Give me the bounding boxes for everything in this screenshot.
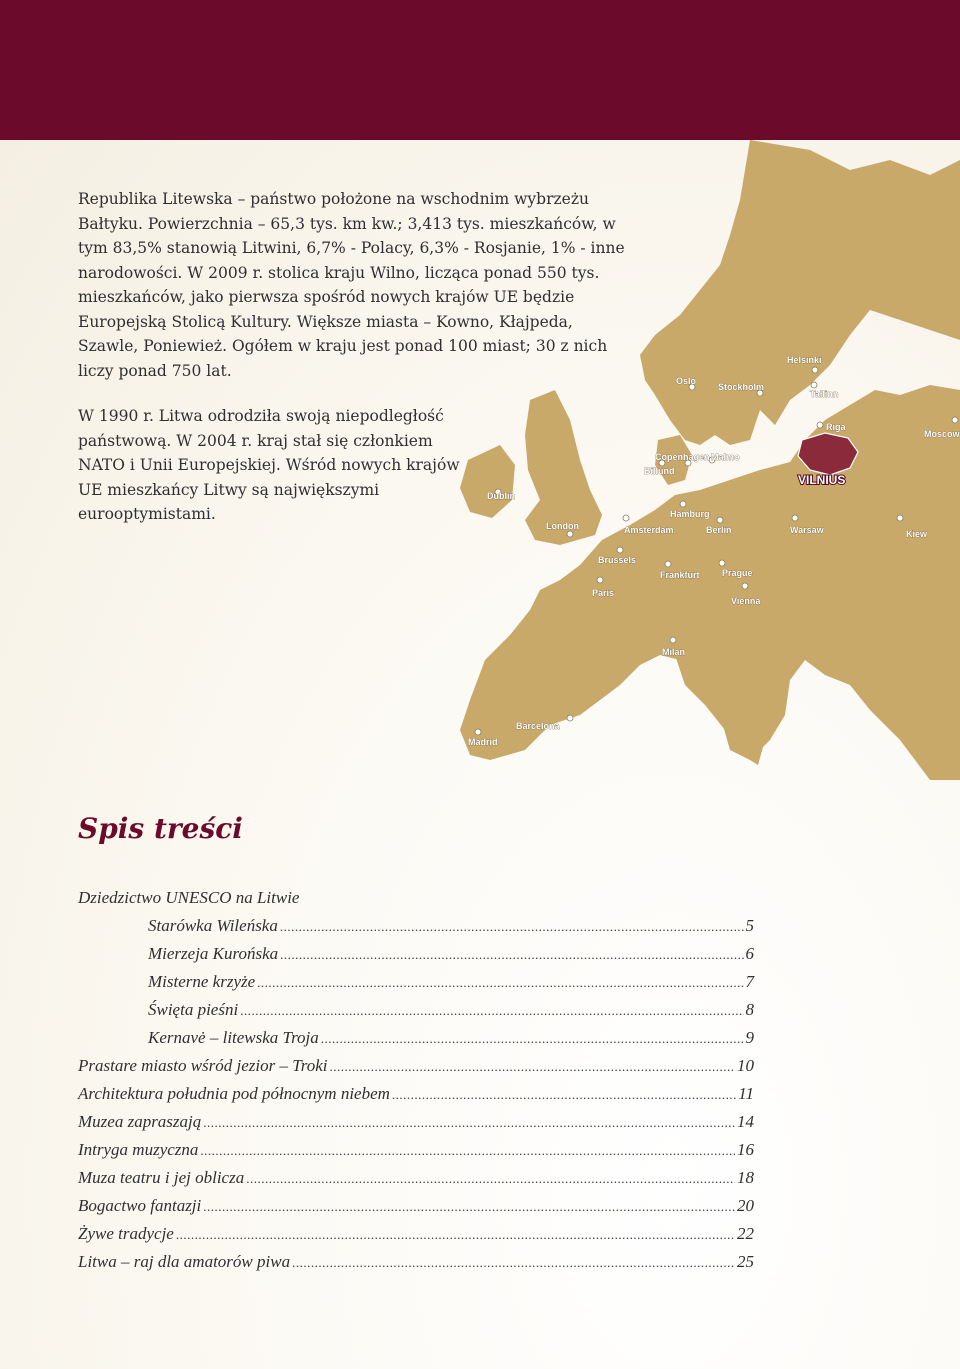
toc-entry-label: Bogactwo fantazji — [78, 1196, 202, 1215]
toc-entry[interactable] — [78, 1164, 754, 1192]
toc-entry-label: Święta pieśni — [148, 1000, 239, 1019]
toc-entry[interactable] — [78, 1136, 754, 1164]
intro-paragraph-2: W 1990 r. Litwa odrodziła swoją niepodległość państwową. W 2004 r. kraj stał się członkiem NATO i Unii Europejskiej. Wśród nowych krajów UE mieszkańcy Litwy są największymi eurooptymistami. — [78, 407, 460, 523]
toc-entry[interactable] — [78, 912, 754, 940]
berlin-label: Berlin — [706, 525, 732, 535]
hamburg-label: Hamburg — [670, 509, 710, 519]
tallinn-dot — [811, 382, 817, 388]
paris-dot — [597, 577, 603, 583]
toc-section-unesco — [78, 884, 754, 912]
madrid-label: Madrid — [468, 737, 498, 747]
prague-label: Prague — [722, 568, 753, 578]
toc-leader-dots — [176, 1221, 735, 1249]
toc-entry-page: 18 — [737, 1168, 754, 1187]
toc-entry-label: Starówka Wileńska — [148, 916, 278, 935]
toc-entry-page: 7 — [745, 972, 754, 991]
toc-section-label: Dziedzictwo UNESCO na Litwie — [78, 888, 300, 907]
toc-entry-label: Żywe tradycje — [78, 1224, 174, 1243]
riga-dot — [817, 422, 823, 428]
riga-label: Riga — [826, 422, 846, 432]
amsterdam-label: Amsterdam — [624, 525, 674, 535]
moscow-dot — [952, 417, 958, 423]
toc-leader-dots — [292, 1249, 735, 1277]
frankfurt-label: Frankfurt — [660, 570, 700, 580]
milan-dot — [670, 637, 676, 643]
table-of-contents — [78, 884, 754, 1276]
brussels-label: Brussels — [598, 555, 637, 565]
toc-leader-dots — [257, 969, 743, 997]
toc-entry-page: 8 — [745, 1000, 754, 1019]
toc-entry[interactable] — [78, 1024, 754, 1052]
toc-entry-label: Misterne krzyże — [148, 972, 256, 991]
kiev-dot — [897, 515, 903, 521]
prague-dot — [719, 560, 725, 566]
toc-entry[interactable] — [78, 1220, 754, 1248]
stockholm-label: Stockholm — [718, 382, 765, 392]
toc-entry[interactable] — [78, 1080, 754, 1108]
kiev-label: Kiew — [906, 529, 928, 539]
hamburg-dot — [680, 501, 686, 507]
toc-entry-page: 6 — [745, 944, 754, 963]
malmo-label: Malmo — [711, 452, 740, 462]
toc-title: Spis treści — [78, 812, 243, 845]
toc-entry-label: Mierzeja Kurońska — [148, 944, 279, 963]
toc-entry-label: Muza teatru i jej oblicza — [78, 1168, 245, 1187]
frankfurt-dot — [665, 561, 671, 567]
dublin-label: Dublin — [487, 491, 515, 501]
warsaw-label: Warsaw — [790, 525, 824, 535]
brussels-dot — [617, 547, 623, 553]
toc-entry[interactable] — [78, 1108, 754, 1136]
vienna-dot — [742, 583, 748, 589]
toc-entry-label: Muzea zapraszają — [78, 1112, 202, 1131]
toc-entry[interactable] — [78, 1248, 754, 1276]
toc-entry-label: Prastare miasto wśród jezior – Troki — [78, 1056, 328, 1075]
intro-paragraph-1: Republika Litewska – państwo położone na wschodnim wybrzeżu Bałtyku. Powierzchnia – 65,3 tys. km kw.; 3,413 tys. mieszkańców, w tym 83,5% stanowią Litwini, 6,7% - Polacy, 6,3% - Rosjanie, 1% - inne narodowości. W 2009 r. stolica kraju Wilno, licząca ponad 550 tys. mieszkańców, jako pierwsza spośród nowych krajów UE będzie Europejską Stolicą Kultury. Większe miasta – Kowno, Kłajpeda, Szawle, Poniewież. Ogółem w kraju jest ponad 100 miast; 30 z nich liczy ponad 750 lat. — [78, 190, 625, 380]
toc-entry-label: Architektura południa pod północnym niebem — [78, 1084, 390, 1103]
warsaw-dot — [792, 515, 798, 521]
toc-entry[interactable] — [78, 1052, 754, 1080]
toc-entry-label: Intryga muzyczna — [78, 1140, 199, 1159]
header-band — [0, 0, 960, 140]
intro-text — [78, 187, 638, 527]
madrid-dot — [475, 729, 481, 735]
toc-leader-dots — [200, 1137, 735, 1165]
london-dot — [567, 531, 573, 537]
capital-label: VILNIUS — [798, 473, 846, 487]
toc-leader-dots — [240, 997, 743, 1025]
toc-leader-dots — [280, 941, 743, 969]
london-label: London — [546, 521, 579, 531]
helsinki-dot — [812, 367, 818, 373]
toc-leader-dots — [280, 913, 744, 941]
oslo-label: Oslo — [676, 376, 697, 386]
toc-entry-page: 14 — [737, 1112, 754, 1131]
milan-label: Milan — [662, 647, 686, 657]
toc-entry-page: 25 — [737, 1252, 754, 1271]
toc-entry-page: 9 — [745, 1028, 754, 1047]
toc-entry-page: 5 — [745, 916, 754, 935]
toc-leader-dots — [203, 1193, 735, 1221]
barcelona-label: Barcelona — [516, 721, 560, 731]
toc-entry-page: 22 — [737, 1224, 754, 1243]
toc-entry-label: Kernavė – litewska Troja — [148, 1028, 319, 1047]
helsinki-label: Helsinki — [787, 355, 822, 365]
tallinn-label: Tallinn — [810, 389, 839, 399]
toc-entry[interactable] — [78, 968, 754, 996]
toc-leader-dots — [330, 1053, 735, 1081]
barcelona-dot — [567, 715, 573, 721]
toc-entry[interactable] — [78, 996, 754, 1024]
toc-entry-page: 20 — [737, 1196, 754, 1215]
toc-entry[interactable] — [78, 940, 754, 968]
berlin-dot — [717, 517, 723, 523]
toc-leader-dots — [392, 1081, 736, 1109]
toc-entry-page: 16 — [737, 1140, 754, 1159]
toc-entry-label: Litwa – raj dla amatorów piwa — [78, 1252, 291, 1271]
toc-entry-page: 11 — [738, 1084, 754, 1103]
toc-entry-page: 10 — [737, 1056, 754, 1075]
vienna-label: Vienna — [731, 596, 761, 606]
moscow-label: Moscow — [924, 429, 960, 439]
toc-entry[interactable] — [78, 1192, 754, 1220]
paris-label: Paris — [592, 588, 615, 598]
toc-leader-dots — [246, 1165, 735, 1193]
toc-leader-dots — [321, 1025, 744, 1053]
toc-leader-dots — [203, 1109, 735, 1137]
billund-label: Billund — [644, 466, 675, 476]
copenhagen-label: Copenhagen — [655, 452, 710, 462]
